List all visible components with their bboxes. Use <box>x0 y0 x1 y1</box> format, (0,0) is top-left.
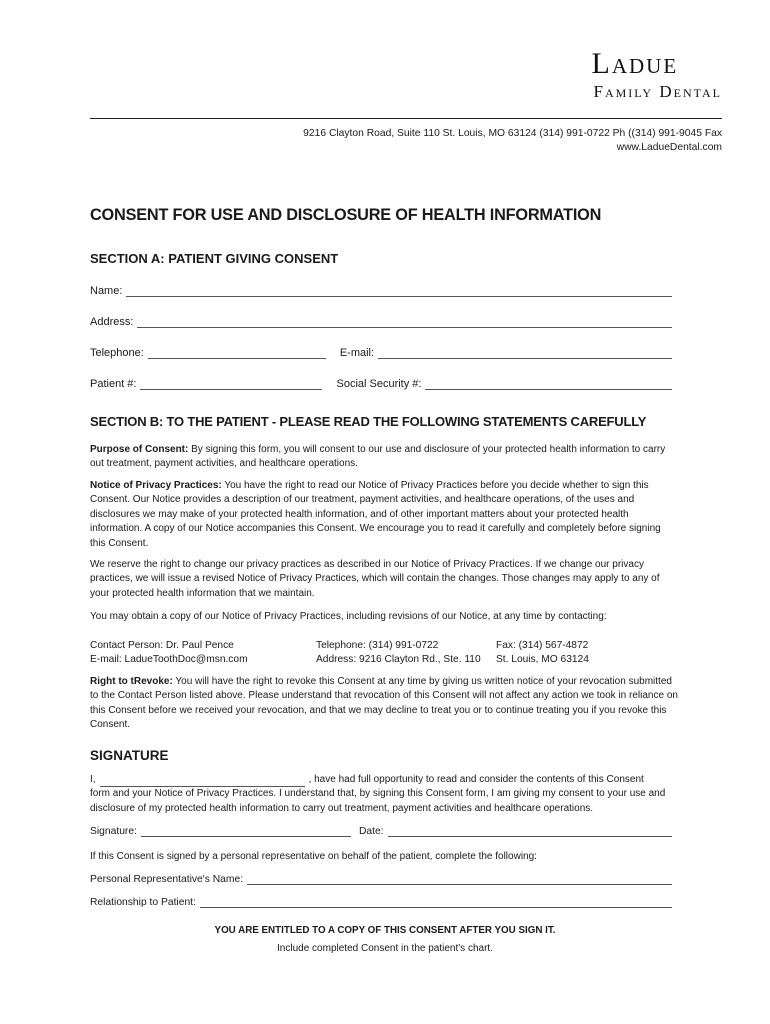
contact-telephone: Telephone: (314) 991-0722 <box>316 640 439 651</box>
i-label: I, <box>90 774 96 785</box>
email-label: E-mail: <box>339 347 375 359</box>
reserve-paragraph: We reserve the right to change our privacy practices as described in our Notice of Privacy Practices. If we change our privacy practices, we will issue a revised Notice of Privacy Practices, which will contain the changes. Those changes may apply to any of your protected health information that we maintain. <box>90 559 660 599</box>
telephone-blank[interactable] <box>148 348 326 359</box>
obtain-paragraph: You may obtain a copy of our Notice of Privacy Practices, including revisions of our Notice, at any time by contacting: <box>90 611 607 622</box>
contact-person: Contact Person: Dr. Paul Pence <box>90 640 234 651</box>
telephone-label: Telephone: <box>90 347 144 359</box>
section-b-heading: SECTION B: TO THE PATIENT - PLEASE READ THE FOLLOWING STATEMENTS CAREFULLY <box>90 414 647 429</box>
signature-heading: SIGNATURE <box>90 748 169 763</box>
logo-name-line1: Ladue <box>591 47 679 80</box>
revoke-paragraph <box>90 675 678 733</box>
contact-col-2 <box>316 639 481 667</box>
ssn-blank[interactable] <box>425 379 672 390</box>
relationship-blank[interactable] <box>200 897 672 908</box>
relationship-label: Relationship to Patient: <box>90 897 196 908</box>
date-label: Date: <box>358 826 384 837</box>
entitled-notice: YOU ARE ENTITLED TO A COPY OF THIS CONSENT AFTER YOU SIGN IT. <box>214 925 556 936</box>
notice-paragraph <box>90 479 678 551</box>
purpose-paragraph <box>90 443 678 472</box>
name-field[interactable] <box>90 285 672 297</box>
practice-logo <box>592 46 722 102</box>
revoke-text: You will have the right to revoke this Consent at any time by giving us written notice of your revocation submitted to the Contact Person listed above. Please understand that revocation of this Consent will not affect any action we took in reliance on this Consent before we received your revocation, and that we may decline to treat you or to continue treating you if you revoke this Consent. <box>90 676 678 731</box>
contact-fax: Fax: (314) 567-4872 <box>496 640 589 651</box>
signature-label: Signature: <box>90 826 137 837</box>
address-label: Address: <box>90 316 134 328</box>
patient-number-blank[interactable] <box>140 379 322 390</box>
email-blank[interactable] <box>378 348 672 359</box>
letterhead-divider <box>90 118 722 119</box>
website-link[interactable]: www.LadueDental.com <box>616 142 722 153</box>
contact-col-3 <box>496 639 589 667</box>
contact-address: Address: 9216 Clayton Rd., Ste. 110 <box>316 654 481 665</box>
relationship-row <box>90 897 672 908</box>
statement-tail: , have had full opportunity to read and consider the contents of this Consent <box>308 774 644 785</box>
revoke-lead: Right to tRevoke: <box>90 676 173 687</box>
notice-lead: Notice of Privacy Practices: <box>90 480 222 491</box>
address-field[interactable] <box>90 316 672 328</box>
purpose-text: By signing this form, you will consent to our use and disclosure of your protected health information to carry out treatment, payment activities, and healthcare operations. <box>90 444 666 470</box>
rep-name-row <box>90 874 672 885</box>
address-blank[interactable] <box>137 317 672 328</box>
signature-statement <box>90 773 678 816</box>
telephone-email-row <box>90 347 672 359</box>
rep-name-label: Personal Representative's Name: <box>90 874 244 885</box>
include-notice: Include completed Consent in the patient's chart. <box>277 943 493 954</box>
rep-name-blank[interactable] <box>247 874 672 885</box>
page-title: CONSENT FOR USE AND DISCLOSURE OF HEALTH INFORMATION <box>90 206 602 224</box>
patient-name-blank[interactable] <box>100 776 305 787</box>
name-label: Name: <box>90 285 123 297</box>
section-a-heading: SECTION A: PATIENT GIVING CONSENT <box>90 251 339 266</box>
purpose-lead: Purpose of Consent: <box>90 444 189 455</box>
patient-ssn-row <box>90 378 672 390</box>
contact-city: St. Louis, MO 63124 <box>496 654 589 665</box>
name-blank[interactable] <box>126 286 672 297</box>
rep-intro: If this Consent is signed by a personal representative on behalf of the patient, complete the following: <box>90 851 537 862</box>
contact-col-1 <box>90 639 248 667</box>
date-blank[interactable] <box>388 826 672 837</box>
signature-date-row <box>90 826 672 837</box>
contact-email: E-mail: LadueToothDoc@msn.com <box>90 654 248 665</box>
notice-text: You have the right to read our Notice of Privacy Practices before you decide whether to sign this Consent. Our Notice provides a description of our treatment, payment activities, and healthcare operations, of the uses and disclosures we may make of your protected health information, and of other important matters about your protected health information. A copy of our Notice accompanies this Consent. We encourage you to read it carefully and completely before signing this Consent. <box>90 480 661 549</box>
statement-rest: form and your Notice of Privacy Practices. I understand that, by signing this Consent form, I am giving my consent to your use and disclosure of my protected health information to carry out treatment, payment activities and healthcare operations. <box>90 788 666 814</box>
practice-address <box>303 127 722 155</box>
patient-number-label: Patient #: <box>90 378 137 390</box>
ssn-label: Social Security #: <box>336 378 422 390</box>
logo-name-line2: Family Dental <box>593 82 722 101</box>
address-line: 9216 Clayton Road, Suite 110 St. Louis, MO 63124 (314) 991-0722 Ph ((314) 991-9045 Fax <box>303 128 722 139</box>
signature-blank[interactable] <box>141 826 351 837</box>
